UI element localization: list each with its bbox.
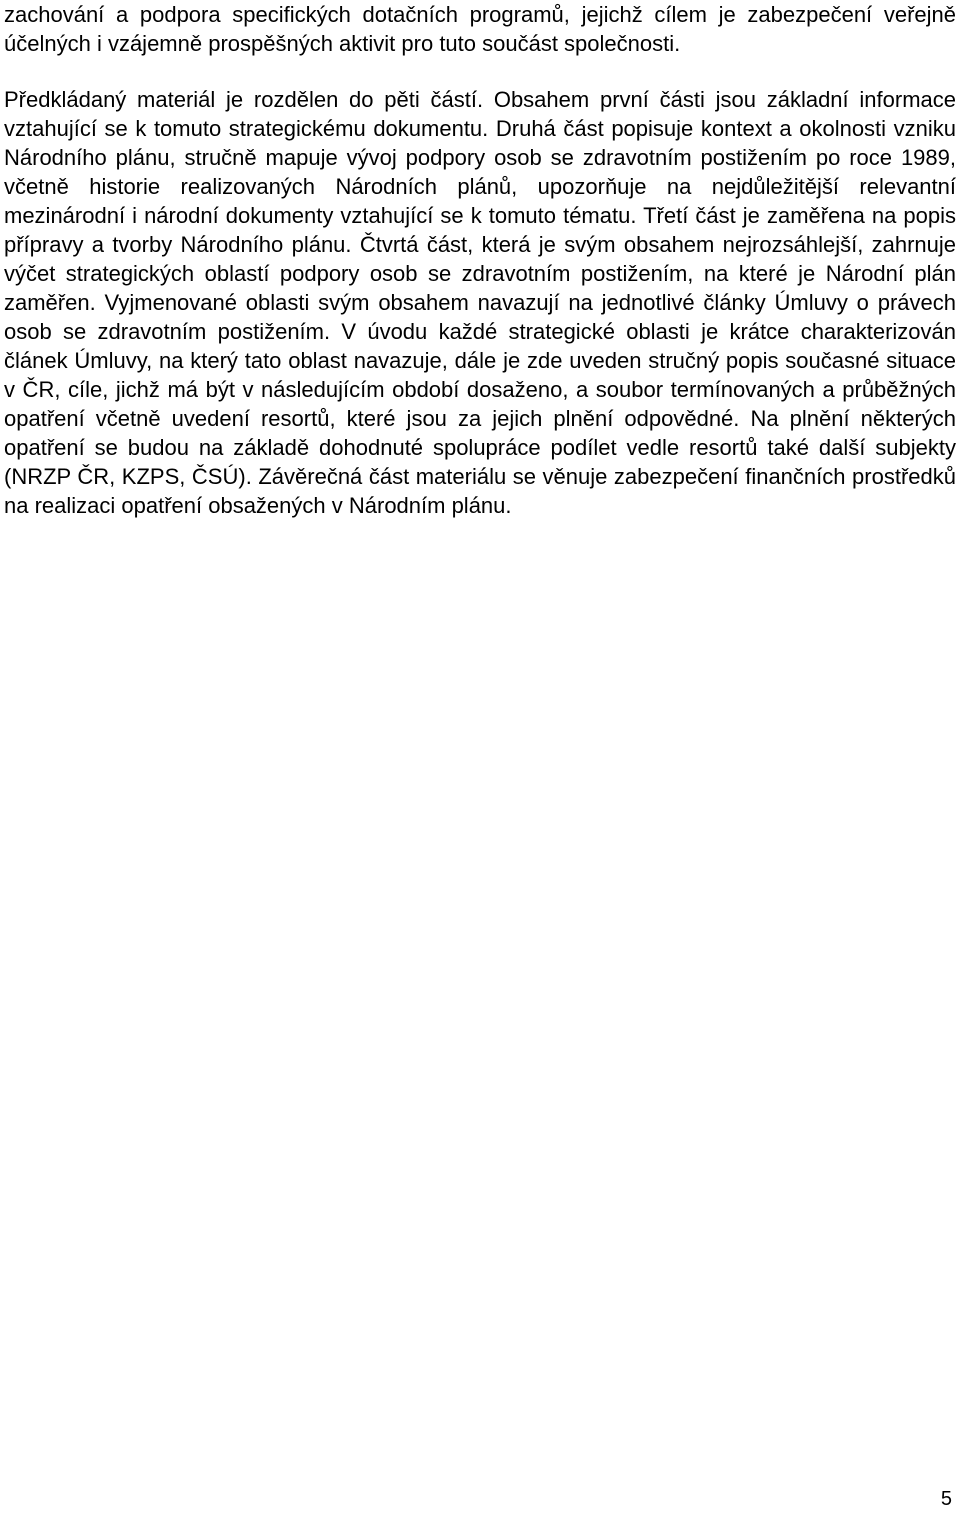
paragraph-structure-overview: Předkládaný materiál je rozdělen do pěti částí. Obsahem první části jsou základní informace vztahující se k tomuto strategickému dokumentu. Druhá část popisuje kontext a okolnosti vzniku Národního plánu, stručně mapuje vývoj podpory osob se zdravotním postižením po roce 1989, včetně historie realizovaných Národních plánů, upozorňuje na nejdůležitější relevantní mezinárodní i národní dokumenty vztahující se k tomuto tématu. Třetí část je zaměřena na popis přípravy a tvorby Národního plánu. Čtvrtá část, která je svým obsahem nejrozsáhlejší, zahrnuje výčet strategických oblastí podpory osob se zdravotním postižením, na které je Národní plán zaměřen. Vyjmenované oblasti svým obsahem navazují na jednotlivé články Úmluvy o právech osob se zdravotním postižením. V úvodu každé strategické oblasti je krátce charakterizován článek Úmluvy, na který tato oblast navazuje, dále je zde uveden stručný popis současné situace v ČR, cíle, jichž má být v následujícím období dosaženo, a soubor termínovaných a průběžných opatření včetně uvedení resortů, které jsou za jejich plnění odpovědné. Na plnění některých opatření se budou na základě dohodnuté spolupráce podílet vedle resortů také další subjekty (NRZP ČR, KZPS, ČSÚ). Závěrečná část materiálu se věnuje zabezpečení finančních prostředků na realizaci opatření obsažených v Národním plánu.	[4, 87, 956, 518]
page-number: 5	[940, 1488, 952, 1510]
document-page	[4, 0, 956, 1513]
paragraph-continuation: zachování a podpora specifických dotačních programů, jejichž cílem je zabezpečení veřejně účelných i vzájemně prospěšných aktivit pro tuto součást společnosti.	[4, 2, 956, 56]
